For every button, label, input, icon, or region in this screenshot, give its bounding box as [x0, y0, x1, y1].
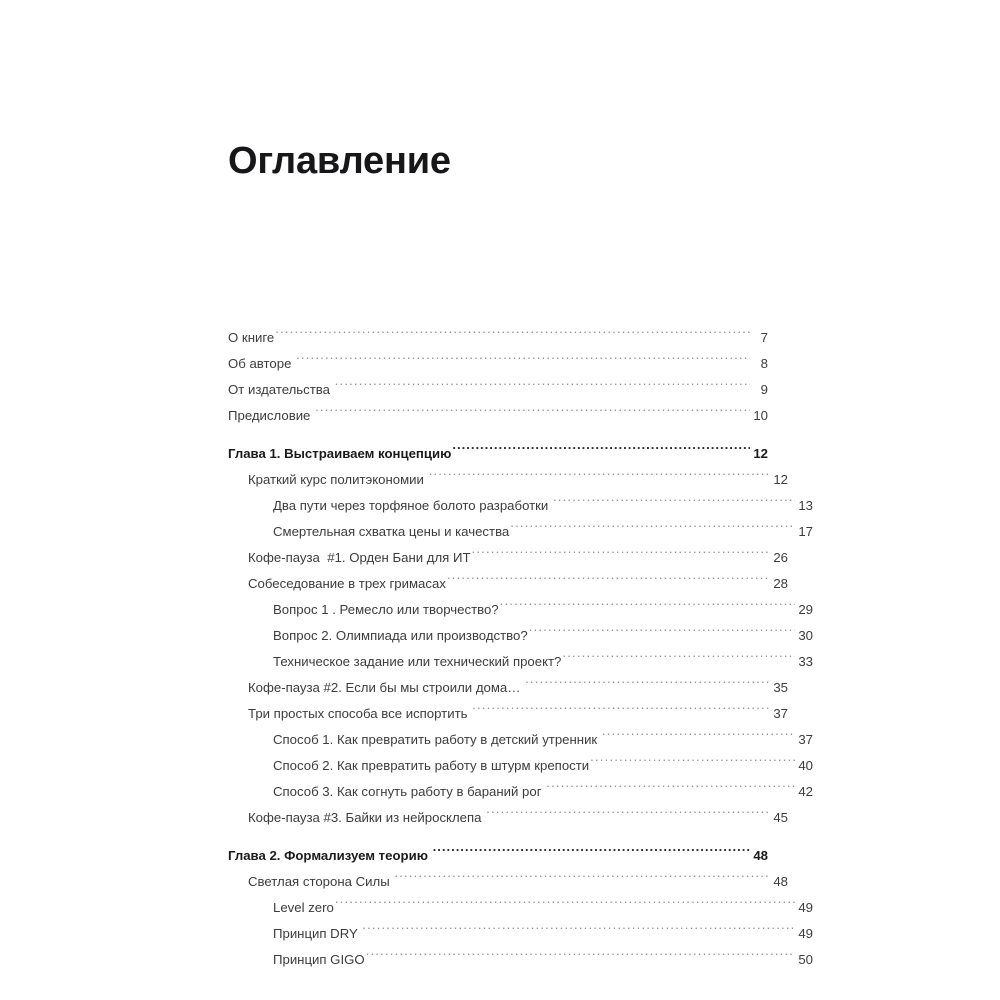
toc-page-number: 33 — [798, 654, 813, 669]
toc-entry-row[interactable] — [228, 377, 768, 403]
toc-entry-row[interactable] — [228, 675, 788, 701]
toc-page-number: 48 — [753, 848, 768, 863]
toc-entry-row[interactable] — [228, 649, 813, 675]
toc-entry-label: Краткий курс политэкономии — [248, 472, 428, 487]
toc-dot-leader — [315, 407, 750, 420]
toc-entry-label: О книге — [228, 330, 275, 345]
toc-entry-label: От издательства — [228, 382, 334, 397]
toc-page-number: 37 — [773, 706, 788, 721]
toc-page-number: 7 — [760, 330, 768, 345]
toc-entry-row[interactable] — [228, 623, 813, 649]
toc-entry-label: Способ 3. Как согнуть работу в бараний рог — [273, 784, 546, 799]
toc-dot-leader — [433, 847, 750, 860]
toc-dot-leader — [335, 899, 795, 912]
toc-entry-label: Два пути через торфяное болото разработки — [273, 498, 552, 513]
page-title: Оглавление — [228, 140, 451, 183]
toc-dot-leader — [562, 653, 795, 666]
toc-entry-row[interactable] — [228, 571, 788, 597]
toc-entry-label: Собеседование в трех гримасах — [248, 576, 446, 591]
toc-page-number: 13 — [798, 498, 813, 513]
toc-page-number: 28 — [773, 576, 788, 591]
toc-entry-row[interactable] — [228, 325, 768, 351]
toc-entry-row[interactable] — [228, 403, 768, 429]
toc-page-number: 29 — [798, 602, 813, 617]
toc-dot-leader — [472, 549, 770, 562]
toc-entry-list — [228, 325, 813, 973]
toc-entry-row[interactable] — [228, 895, 813, 921]
toc-dot-leader — [429, 471, 770, 484]
toc-page-number: 45 — [773, 810, 788, 825]
toc-entry-row[interactable] — [228, 921, 813, 947]
toc-entry-label: Предисловие — [228, 408, 315, 423]
toc-entry-label: Об авторе — [228, 356, 296, 371]
toc-dot-leader — [546, 783, 795, 796]
toc-entry-row[interactable] — [228, 869, 788, 895]
toc-page-number: 50 — [798, 952, 813, 967]
toc-page-number: 12 — [753, 446, 768, 461]
toc-page-number: 42 — [798, 784, 813, 799]
toc-entry-label: Способ 2. Как превратить работу в штурм крепости — [273, 758, 590, 773]
toc-entry-row[interactable] — [228, 597, 813, 623]
toc-dot-leader — [335, 381, 750, 394]
toc-dot-leader — [525, 679, 770, 692]
toc-dot-leader — [602, 731, 795, 744]
toc-page-number: 8 — [760, 356, 768, 371]
toc-page-number: 26 — [773, 550, 788, 565]
toc-entry-label: Вопрос 1 . Ремесло или творчество? — [273, 602, 499, 617]
toc-chapter-row[interactable] — [228, 843, 768, 869]
toc-page-number: 49 — [798, 926, 813, 941]
toc-entry-label: Кофе-пауза #1. Орден Бани для ИТ — [248, 550, 471, 565]
toc-entry-label: Принцип DRY — [273, 926, 362, 941]
toc-dot-leader — [553, 497, 795, 510]
toc-dot-leader — [275, 329, 750, 342]
toc-page-number: 40 — [798, 758, 813, 773]
toc-dot-leader — [472, 705, 770, 718]
toc-page-number: 9 — [760, 382, 768, 397]
toc-entry-label: Вопрос 2. Олимпиада или производство? — [273, 628, 528, 643]
toc-dot-leader — [394, 873, 770, 886]
toc-entry-row[interactable] — [228, 753, 813, 779]
toc-entry-label: Глава 1. Выстраиваем концепцию — [228, 446, 452, 461]
toc-entry-label: Кофе-пауза #2. Если бы мы строили дома… — [248, 680, 525, 695]
toc-entry-label: Способ 1. Как превратить работу в детский утренник — [273, 732, 601, 747]
toc-dot-leader — [500, 601, 795, 614]
toc-entry-label: Глава 2. Формализуем теорию — [228, 848, 432, 863]
toc-dot-leader — [590, 757, 795, 770]
toc-entry-row[interactable] — [228, 519, 813, 545]
toc-entry-row[interactable] — [228, 727, 813, 753]
toc-page-number: 37 — [798, 732, 813, 747]
toc-dot-leader — [452, 445, 750, 458]
toc-dot-leader — [529, 627, 795, 640]
toc-page-number: 49 — [798, 900, 813, 915]
toc-entry-label: Level zero — [273, 900, 334, 915]
toc-entry-row[interactable] — [228, 947, 813, 973]
toc-entry-label: Техническое задание или технический проект? — [273, 654, 562, 669]
toc-entry-row[interactable] — [228, 779, 813, 805]
toc-dot-leader — [510, 523, 795, 536]
toc-entry-row[interactable] — [228, 545, 788, 571]
toc-page-number: 17 — [798, 524, 813, 539]
toc-entry-label: Принцип GIGO — [273, 952, 365, 967]
toc-dot-leader — [366, 951, 795, 964]
toc-page-number: 48 — [773, 874, 788, 889]
toc-dot-leader — [486, 809, 770, 822]
toc-dot-leader — [362, 925, 795, 938]
toc-page-number: 10 — [753, 408, 768, 423]
toc-chapter-row[interactable] — [228, 441, 768, 467]
toc-entry-row[interactable] — [228, 805, 788, 831]
toc-entry-row[interactable] — [228, 351, 768, 377]
toc-page-number: 35 — [773, 680, 788, 695]
toc-dot-leader — [447, 575, 770, 588]
toc-entry-label: Смертельная схватка цены и качества — [273, 524, 510, 539]
toc-entry-label: Кофе-пауза #3. Байки из нейросклепа — [248, 810, 486, 825]
toc-page-number: 12 — [773, 472, 788, 487]
toc-entry-row[interactable] — [228, 467, 788, 493]
toc-page-number: 30 — [798, 628, 813, 643]
toc-entry-label: Светлая сторона Силы — [248, 874, 394, 889]
toc-dot-leader — [296, 355, 750, 368]
toc-entry-label: Три простых способа все испортить — [248, 706, 472, 721]
toc-entry-row[interactable] — [228, 701, 788, 727]
toc-entry-row[interactable] — [228, 493, 813, 519]
